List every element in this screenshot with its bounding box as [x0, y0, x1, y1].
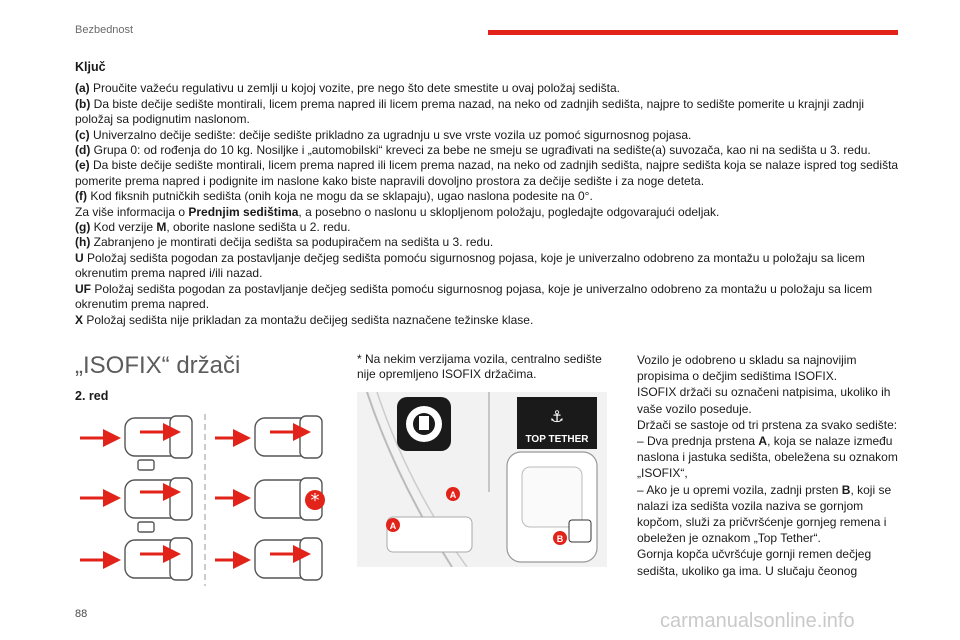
seat-layout-diagram: [70, 410, 340, 590]
isofix-note: * Na nekim verzijama vozila, centralno sedište nije opremljeno ISOFIX držačima.: [357, 352, 602, 382]
svg-text:⚓: ⚓: [549, 407, 565, 426]
header-accent-bar: [488, 30, 898, 35]
svg-text:*: *: [310, 490, 320, 511]
marker-b: [553, 531, 567, 545]
isofix-heading: „ISOFIX“ držači: [75, 352, 241, 379]
tether-badge-icon: [569, 520, 591, 542]
svg-text:A: A: [389, 521, 397, 531]
isofix-photo: [357, 392, 607, 567]
isofix-paragraph: Vozilo je odobreno u skladu sa najnovijim propisima o dečjim sedištima ISOFIX.: [637, 353, 857, 384]
key-item-e: (e) Da biste dečije sedište montirali, licem prema napred ili licem prema nazad, na neko od zadnjih sedišta, najpre sedišta koja se nalaze ispred tog sedišta pomerite prema napred i podignite im naslone kako biste napravili dovoljno prostora za dečije sedište i za noge deteta.: [75, 158, 899, 188]
page-number: 88: [75, 608, 88, 620]
key-item-c: (c) Univerzalno dečije sedište: dečije sedište prikladno za ugradnju u sve vrste vozila uz pomoć sigurnosnog pojasa.: [75, 127, 692, 142]
marker-a-lower: [386, 518, 400, 532]
key-item-g: (g) Kod verzije M, oborite naslone sedišta u 2. redu.: [75, 220, 351, 235]
top-tether-label: TOP TETHER: [525, 434, 589, 445]
isofix-bullet-b: – Ako je u opremi vozila, zadnji prsten B, koji se nalazi iza sedišta vozila naziva se gornjom kopčom, služi za pričvršćenje gornjeg remena i obeležen je oznakom „Top Tether“.: [637, 482, 892, 546]
isofix-paragraph: ISOFIX držači su označeni natpisima, ukoliko ih vaše vozilo poseduje.: [637, 385, 891, 416]
svg-text:A: A: [449, 490, 457, 500]
isofix-symbol-icon: [397, 397, 451, 451]
section-title: Bezbednost: [75, 24, 134, 36]
key-item-uf: UF Položaj sedišta pogodan za postavljanje dečjeg sedišta pomoću sigurnosnog pojasa, koje je univerzalno odobreno za montažu u položaju sa licem okrenutim prema napred.: [75, 281, 873, 312]
key-item-h: (h) Zabranjeno je montirati dečija sedišta sa podupiračem na sedišta u 3. redu.: [75, 235, 494, 250]
key-title: Ključ: [75, 60, 106, 74]
key-item-b: (b) Da biste dečije sedište montirali, licem prema napred ili licem prema nazad, na neko od zadnjih sedišta, najpre to sedište pomerite u krajnji zadnji položaj sa podignutim naslonom.: [75, 96, 865, 127]
marker-a-upper: [446, 487, 460, 501]
watermark: carmanualsonline.info: [660, 610, 855, 632]
row-label: 2. red: [75, 389, 109, 403]
isofix-description: [637, 352, 907, 579]
key-legend: [75, 60, 905, 328]
key-item-f: (f) Kod fiksnih putničkih sedišta (onih koja ne mogu da se sklapaju), ugao naslona podesite na 0°.: [75, 189, 593, 204]
isofix-paragraph: Držači se sastoje od tri prstena za svako sedište:: [637, 417, 898, 432]
key-item-f-more: Za više informacija o Prednjim sedištima, a posebno o naslonu u sklopljenom položaju, pogledajte odgovarajući odeljak.: [75, 204, 720, 219]
isofix-bullet-a: – Dva prednja prstena A, koja se nalaze između naslona i jastuka sedišta, obeležena su oznakom „ISOFIX“,: [637, 434, 898, 481]
top-tether-icon: [517, 397, 597, 449]
key-item-d: (d) Grupa 0: od rođenja do 10 kg. Nosiljke i „automobilski“ kreveci za bebe ne smeju se ugrađivati na sedište(a) suvozača, kao ni na sedišta u 3. redu.: [75, 143, 871, 158]
key-item-x: X Položaj sedišta nije prikladan za montažu dečijeg sedišta naznačene težinske klase.: [75, 312, 534, 327]
key-item-a: (a) Proučite važeću regulativu u zemlji u kojoj vozite, pre nego što dete smestite u ovaj položaj sedišta.: [75, 81, 620, 96]
key-item-u: U Položaj sedišta pogodan za postavljanje dečjeg sedišta pomoću sigurnosnog pojasa, koje je univerzalno odobreno za montažu u položaju sa licem okrenutim prema napred i/ili nazad.: [75, 250, 865, 281]
isofix-last-paragraph: Gornja kopča učvršćuje gornji remen dečjeg sedišta, ukoliko ga ima. U slučaju čeonog: [637, 547, 872, 578]
svg-text:B: B: [556, 534, 564, 544]
